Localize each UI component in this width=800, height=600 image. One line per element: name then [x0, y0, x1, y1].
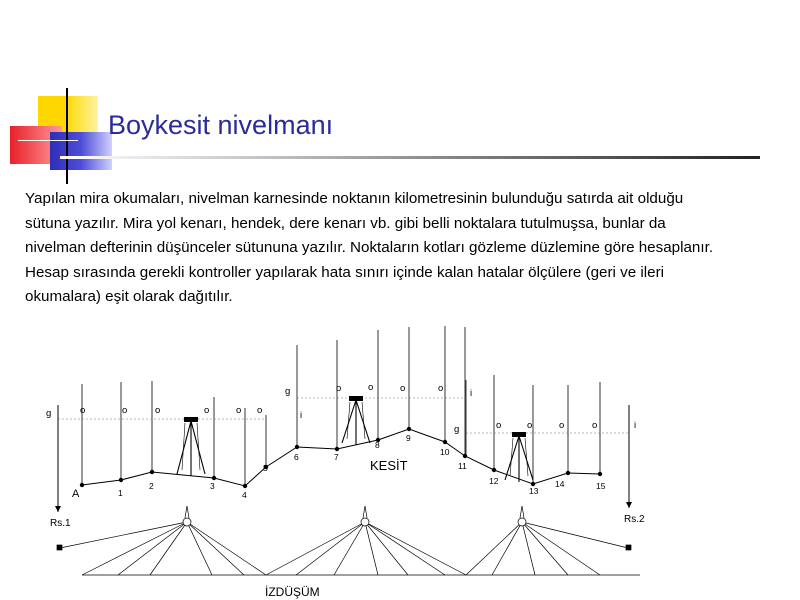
leveling-profile-diagram [0, 310, 800, 600]
plan-ray [82, 522, 187, 575]
tripod-leg [505, 436, 519, 480]
plan-station-point [361, 518, 369, 526]
point-number-label: 1 [118, 488, 123, 498]
profile-point [598, 472, 602, 476]
staff-reading-label: o [204, 405, 210, 416]
arrow-head [55, 506, 61, 512]
staff-reading-label: o [559, 420, 565, 431]
profile-point [566, 471, 570, 475]
point-number-label: 8 [375, 440, 380, 450]
profile-point [463, 454, 467, 458]
plan-station-marker [363, 506, 365, 518]
plan-ray [187, 522, 266, 575]
plan-ray [522, 522, 628, 548]
plan-station-point [183, 518, 191, 526]
staff-reading-label: o [122, 405, 128, 416]
level-instrument [342, 396, 370, 445]
slide-title: Boykesit nivelmanı [108, 110, 334, 140]
benchmark-arrow-left [55, 405, 61, 512]
profile-point [80, 483, 84, 487]
staff-reading-label: i [300, 410, 303, 421]
level-instruments [177, 396, 533, 482]
arrow-head [626, 502, 632, 508]
level-instrument [177, 417, 205, 476]
start-point-label: A [72, 488, 80, 500]
staff-reading-label: o [527, 420, 533, 431]
plan-ray [466, 522, 522, 575]
plan-station-marker [365, 506, 367, 518]
profile-point [443, 440, 447, 444]
plan-end-marker [626, 545, 631, 550]
staff-reading-label: o [438, 383, 444, 394]
body-line: okumalara) eşit olarak dağıtılır. [25, 288, 233, 305]
point-number-label: 11 [458, 461, 467, 471]
body-line: sütuna yazılır. Mira yol kenarı, hendek, dere kenarı vb. gibi belli noktalara tutulmuşsa, bunlar da [25, 214, 666, 232]
point-number-label: 15 [596, 481, 606, 491]
benchmark-left-label: Rs.1 [50, 518, 71, 529]
point-number-label: 6 [294, 452, 299, 462]
plan-ray [187, 522, 212, 575]
staff-reading-label: o [236, 405, 242, 416]
profile-point [492, 468, 496, 472]
profile-point [295, 445, 299, 449]
plan-station-marker [520, 506, 522, 518]
staff-reading-label: o [496, 420, 502, 431]
plan-view [57, 506, 640, 575]
deco-horizontal-line [18, 140, 78, 141]
body-line: nivelman defterinin düşünceler sütununa yazılır. Noktaların kotları gözleme düzlemine göre hesaplanır. [25, 239, 714, 256]
tripod-leg [342, 400, 356, 443]
plan-stations [57, 506, 640, 575]
body-line: Yapılan mira okumaları, nivelman karnesinde noktanın kilometresinin bulunduğu satırda ait olduğu [25, 190, 684, 207]
point-number-label: 7 [334, 452, 339, 462]
sight-lines [58, 398, 630, 433]
section-label: KESİT [370, 458, 408, 473]
point-number-label: 13 [529, 486, 539, 496]
point-number-label: 3 [210, 481, 215, 491]
plan-station-marker [187, 506, 189, 518]
deco-vertical-line [66, 88, 68, 184]
plan-ray [150, 522, 187, 575]
plan-ray [118, 522, 187, 575]
point-number-label: 9 [406, 433, 411, 443]
title-divider [60, 156, 760, 159]
ground-profile-line [82, 429, 600, 486]
staff-reading-label: o [155, 405, 161, 416]
staff-reading-label: o [400, 383, 406, 394]
staff-reading-label: o [80, 405, 86, 416]
plan-ray [187, 522, 244, 575]
diagram-labels [46, 382, 636, 500]
profile-point [407, 427, 411, 431]
point-number-label: 5 [263, 463, 268, 473]
deco-blue-block [50, 132, 112, 170]
level-instrument [505, 432, 533, 482]
plan-ray [365, 522, 466, 575]
profile-point [212, 476, 216, 480]
point-number-label: 4 [242, 490, 247, 500]
point-number-label: 10 [440, 447, 450, 457]
profile-point [335, 447, 339, 451]
point-number-label: 2 [149, 481, 154, 491]
slide-decoration [0, 80, 120, 180]
profile-point [243, 484, 247, 488]
plan-ray [60, 522, 187, 548]
staff-reading-label: i [470, 388, 473, 399]
profile-point [150, 470, 154, 474]
tripod-leg [356, 400, 370, 443]
point-number-label: 12 [489, 476, 499, 486]
tripod-leg [519, 436, 533, 480]
tripod-leg [177, 421, 191, 474]
staff-reading-label: g [46, 408, 52, 419]
staff-reading-label: o [368, 382, 374, 393]
plan-end-marker [57, 545, 62, 550]
staff-reading-label: g [454, 424, 460, 435]
plan-station-marker [522, 506, 524, 518]
body-line: Hesap sırasında gerekli kontroller yapılarak hata sınırı içinde kalan hatalar ölçülere (geri ve ileri [25, 263, 665, 281]
point-number-label: 14 [555, 479, 565, 489]
plan-ray [492, 522, 522, 575]
tripod-leg [191, 421, 205, 474]
body-paragraph [25, 187, 785, 310]
plan-ray [365, 522, 445, 575]
staff-reading-label: o [257, 405, 263, 416]
staff-reading-label: i [634, 420, 637, 431]
benchmark-arrows [55, 405, 632, 512]
staff-reading-label: o [336, 383, 342, 394]
staff-reading-label: o [592, 420, 598, 431]
plan-label: İZDÜŞÜM [265, 585, 320, 599]
plan-ray [296, 522, 365, 575]
staff-reading-label: g [285, 386, 291, 397]
plan-station-marker [185, 506, 187, 518]
plan-station-point [518, 518, 526, 526]
profile-point [119, 478, 123, 482]
benchmark-arrow-right [626, 405, 632, 508]
benchmark-right-label: Rs.2 [624, 514, 645, 525]
plan-ray [266, 522, 365, 575]
